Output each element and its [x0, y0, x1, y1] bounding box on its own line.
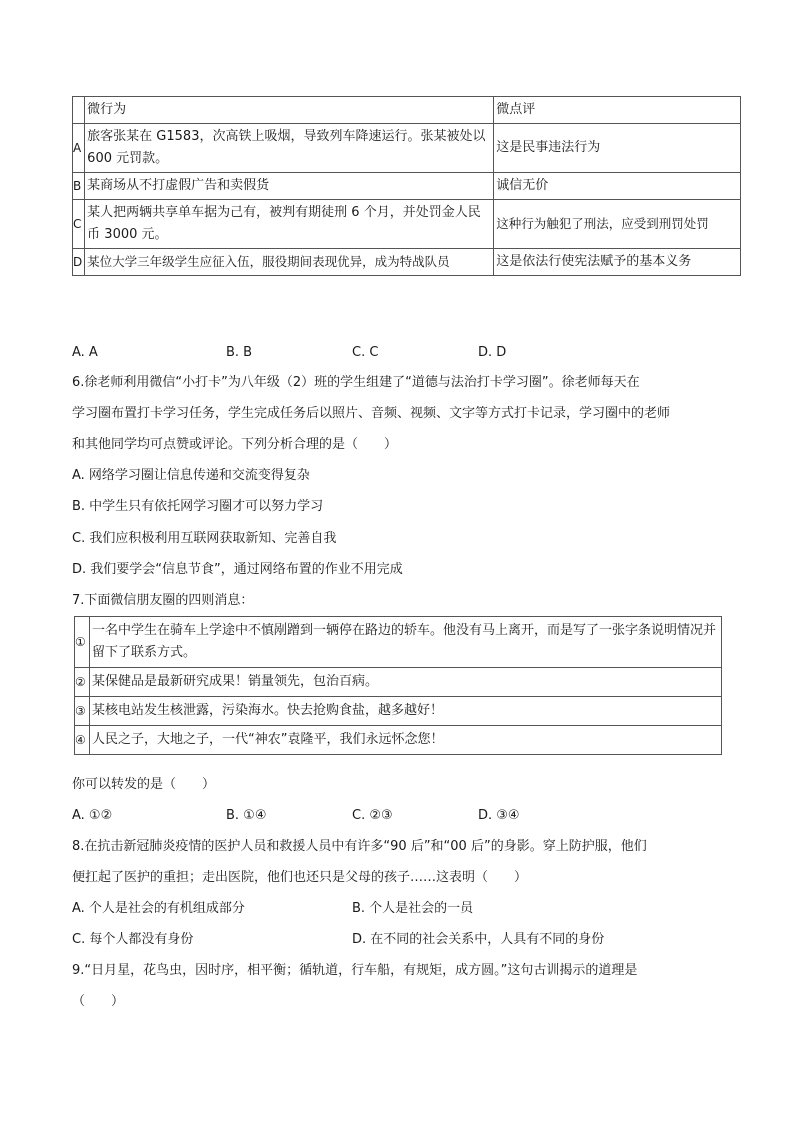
row-label: ④ [75, 726, 90, 755]
q9-stem-line-2: （ ） [72, 994, 125, 1009]
table-row [75, 726, 722, 755]
row-behavior: 某人把两辆共享单车据为己有，被判有期徒刑 6 个月，并处罚金人民币 3000 元。 [85, 200, 494, 249]
table-row [73, 249, 741, 276]
row-text: 人民之子，大地之子，一代“神农”袁隆平，我们永远怀念您！ [90, 726, 722, 755]
q8-stem-line-2: 便扛起了医护的重担；走出医院，他们也还只是父母的孩子……这表明（ ） [72, 870, 528, 885]
row-behavior: 某商场从不打虚假广告和卖假货 [85, 173, 494, 200]
q6-option-b: B. 中学生只有依托网学习圈才可以努力学习 [72, 499, 324, 514]
q6-option-c: C. 我们应积极利用互联网获取新知、完善自我 [72, 531, 337, 546]
row-text: 某保健品是最新研究成果！销量领先，包治百病。 [90, 668, 722, 697]
q7-option-d: D. ③④ [478, 808, 520, 823]
q5-option-b: B. B [226, 345, 253, 360]
row-comment: 这种行为触犯了刑法，应受到刑罚处罚 [494, 200, 741, 249]
q8-option-d: D. 在不同的社会关系中，人具有不同的身份 [352, 932, 605, 947]
table-row [73, 200, 741, 249]
row-text: 一名中学生在骑车上学途中不慎剐蹭到一辆停在路边的轿车。他没有马上离开，而是写了一张字条说明情况并留下了联系方式。 [90, 617, 722, 668]
table-row [75, 668, 722, 697]
q5-option-d: D. D [478, 345, 507, 360]
q9-stem-line-1: 9.“日月星，花鸟虫，因时序，相平衡；循轨道，行车船，有规矩，成方圆。”这句古训揭示的道理是 [72, 963, 638, 978]
row-behavior: 某位大学三年级学生应征入伍，服役期间表现优异，成为特战队员 [85, 249, 494, 276]
q6-stem-line-1: 6.徐老师利用微信“小打卡”为八年级（2）班的学生组建了“道德与法治打卡学习圈”。徐老师每天在 [72, 375, 640, 390]
header-comment: 微点评 [494, 97, 741, 124]
q6-option-a: A. 网络学习圈让信息传递和交流变得复杂 [72, 468, 310, 483]
row-label: ① [75, 617, 90, 668]
row-label: B [73, 173, 85, 200]
q7-option-b: B. ①④ [226, 808, 267, 823]
q8-option-c: C. 每个人都没有身份 [72, 932, 194, 947]
table-row [75, 617, 722, 668]
header-behavior: 微行为 [85, 97, 494, 124]
row-comment: 诚信无价 [494, 173, 741, 200]
wechat-messages-table [74, 616, 722, 755]
q8-option-a: A. 个人是社会的有机组成部分 [72, 901, 245, 916]
table-row [75, 697, 722, 726]
row-text: 某核电站发生核泄露，污染海水。快去抢购食盐，越多越好！ [90, 697, 722, 726]
row-label: ② [75, 668, 90, 697]
row-label: A [73, 124, 85, 173]
row-behavior: 旅客张某在 G1583，次高铁上吸烟，导致列车降速运行。张某被处以 600 元罚款。 [85, 124, 494, 173]
row-label: C [73, 200, 85, 249]
row-comment: 这是民事违法行为 [494, 124, 741, 173]
row-label: ③ [75, 697, 90, 726]
q6-stem-line-2: 学习圈布置打卡学习任务，学生完成任务后以照片、音频、视频、文字等方式打卡记录，学习圈中的老师 [72, 406, 671, 421]
behavior-comment-table [72, 96, 741, 276]
q6-stem-line-3: 和其他同学均可点赞或评论。下列分析合理的是（ ） [72, 437, 398, 452]
table-row [73, 173, 741, 200]
q6-option-d: D. 我们要学会“信息节食”，通过网络布置的作业不用完成 [72, 562, 403, 577]
q8-stem-line-1: 8.在抗击新冠肺炎疫情的医护人员和救援人员中有许多“90 后”和“00 后”的身影。穿上防护服，他们 [72, 839, 647, 854]
q7-option-a: A. ①② [72, 808, 113, 823]
table-header-row [73, 97, 741, 124]
q7-option-c: C. ②③ [352, 808, 393, 823]
row-label: D [73, 249, 85, 276]
row-comment: 这是依法行使宪法赋予的基本义务 [494, 249, 741, 276]
q7-stem: 7.下面微信朋友圈的四则消息： [72, 593, 254, 608]
q5-option-a: A. A [72, 345, 98, 360]
table-row [73, 124, 741, 173]
header-label-cell [73, 97, 85, 124]
q5-option-c: C. C [352, 345, 379, 360]
q8-option-b: B. 个人是社会的一员 [352, 901, 474, 916]
q7-question: 你可以转发的是（ ） [72, 777, 216, 792]
